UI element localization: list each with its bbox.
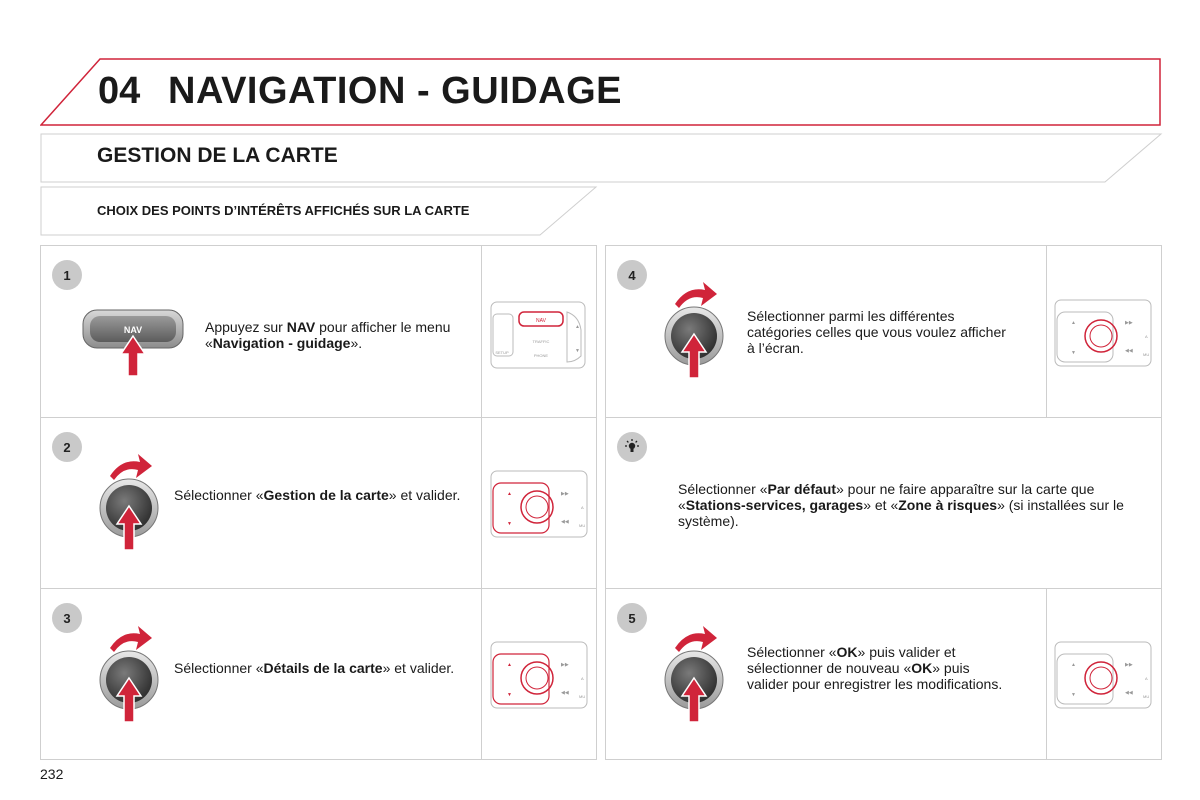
svg-text:A: A [581, 505, 584, 510]
section-header [40, 133, 1162, 183]
rotary-knob-icon [661, 620, 731, 725]
step-badge-1: 1 [52, 260, 82, 290]
subsection-header [40, 186, 598, 236]
svg-text:A: A [1145, 334, 1148, 339]
rotary-knob-icon [661, 276, 731, 381]
svg-text:▼: ▼ [507, 521, 512, 527]
svg-text:▲: ▲ [507, 491, 512, 497]
console-thumbnail-knob [1053, 636, 1153, 712]
step-5-text: Sélectionner «OK» puis valider et sélectionner de nouveau «OK» puis valider pour enregistrer les modifications. [747, 644, 1003, 692]
svg-text:◀◀: ◀◀ [1125, 690, 1133, 696]
left-steps-panel [40, 245, 597, 760]
step-1-text: Appuyez sur NAV pour afficher le menu «Navigation - guidage». [205, 319, 451, 351]
chapter-title: NAVIGATION - GUIDAGE [168, 70, 623, 112]
svg-text:TRAFFIC: TRAFFIC [532, 339, 550, 344]
step-4-text: Sélectionner parmi les différentes catégories celles que vous voulez afficher à l’écran. [747, 308, 1006, 356]
svg-text:▲: ▲ [1071, 662, 1076, 668]
nav-button-label: NAV [123, 325, 143, 335]
rotary-knob-icon [96, 448, 166, 553]
console-thumbnail-knob [489, 636, 589, 712]
svg-text:PHONE: PHONE [533, 353, 549, 358]
step-2-text: Sélectionner «Gestion de la carte» et valider. [174, 487, 461, 503]
svg-text:▼: ▼ [507, 692, 512, 698]
step-badge-2: 2 [52, 432, 82, 462]
svg-text:▲: ▲ [507, 662, 512, 668]
svg-text:▲: ▲ [575, 324, 580, 330]
chapter-number: 04 [98, 70, 141, 112]
svg-text:MU: MU [1143, 694, 1150, 699]
svg-text:MU: MU [579, 523, 586, 528]
svg-text:▼: ▼ [1071, 692, 1076, 698]
step-badge-5: 5 [617, 603, 647, 633]
chapter-header [40, 58, 1160, 126]
svg-text:A: A [1145, 676, 1148, 681]
step-badge-4: 4 [617, 260, 647, 290]
svg-text:▼: ▼ [575, 348, 580, 354]
svg-text:NAV: NAV [536, 318, 546, 324]
tip-text: Sélectionner «Par défaut» pour ne faire apparaître sur la carte que «Stations-services, garages» et «Zone à risques» (si installées sur le système). [678, 481, 1124, 529]
svg-text:MU: MU [579, 694, 586, 699]
nav-button-icon [81, 304, 191, 379]
console-thumbnail-nav [489, 296, 589, 372]
svg-text:▲: ▲ [1071, 320, 1076, 326]
console-thumbnail-knob [1053, 294, 1153, 370]
tip-icon [617, 432, 647, 462]
svg-text:◀◀: ◀◀ [1125, 348, 1133, 354]
step-3-text: Sélectionner «Détails de la carte» et valider. [174, 660, 455, 676]
rotary-knob-icon [96, 620, 166, 725]
svg-text:▶▶: ▶▶ [561, 662, 569, 668]
subsection-title: CHOIX DES POINTS D’INTÉRÊTS AFFICHÉS SUR LA CARTE [97, 203, 470, 218]
svg-text:MU: MU [1143, 352, 1150, 357]
console-thumbnail-knob [489, 465, 589, 541]
step-badge-3: 3 [52, 603, 82, 633]
svg-text:▶▶: ▶▶ [1125, 662, 1133, 668]
svg-text:A: A [581, 676, 584, 681]
svg-text:▶▶: ▶▶ [561, 491, 569, 497]
right-steps-panel [605, 245, 1162, 760]
svg-text:▼: ▼ [1071, 350, 1076, 356]
svg-text:▶▶: ▶▶ [1125, 320, 1133, 326]
svg-text:◀◀: ◀◀ [561, 690, 569, 696]
page-number: 232 [40, 766, 64, 782]
svg-text:SETUP: SETUP [495, 350, 509, 355]
section-title: GESTION DE LA CARTE [97, 144, 338, 167]
svg-text:◀◀: ◀◀ [561, 519, 569, 525]
